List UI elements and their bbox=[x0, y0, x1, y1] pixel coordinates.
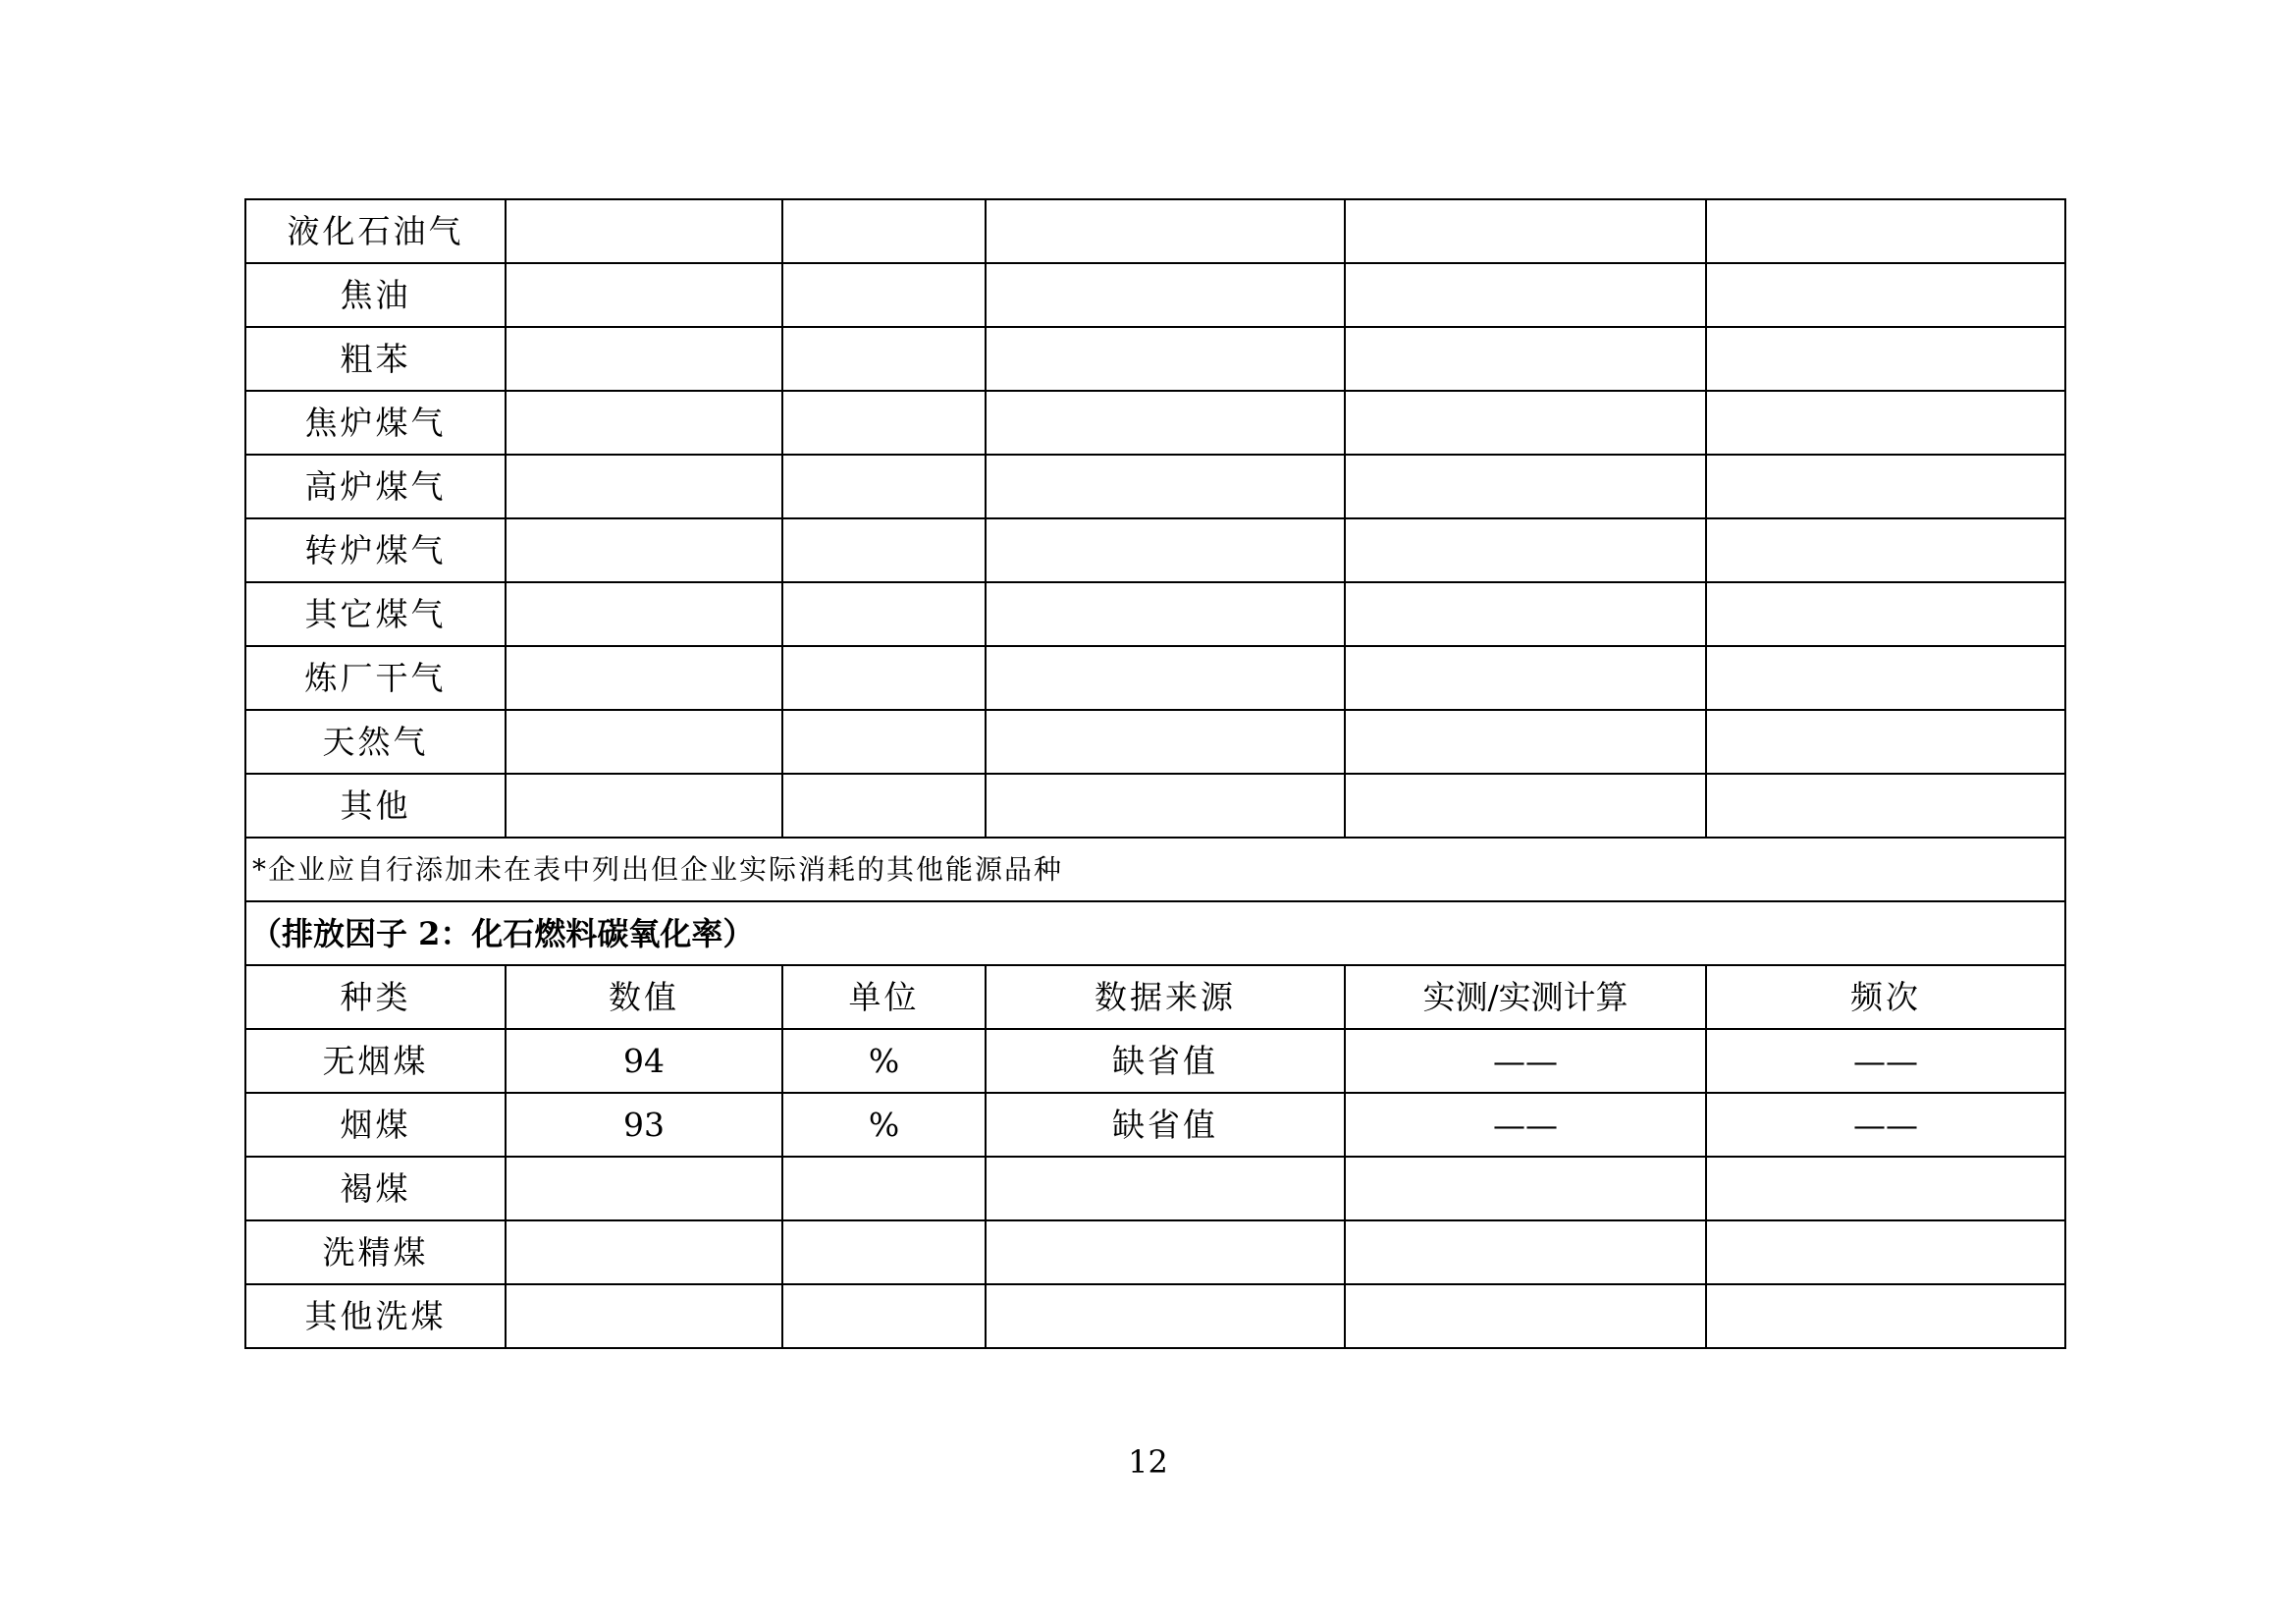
fuel-name-cell: 液化石油气 bbox=[245, 199, 506, 263]
value-cell bbox=[506, 1220, 782, 1284]
column-header-type: 种类 bbox=[245, 965, 506, 1029]
fuel-name-cell: 炼厂干气 bbox=[245, 646, 506, 710]
unit-cell bbox=[782, 455, 986, 518]
table-row bbox=[245, 1093, 2065, 1157]
table-row bbox=[245, 1284, 2065, 1348]
measured-cell bbox=[1345, 1157, 1706, 1220]
frequency-cell bbox=[1706, 327, 2065, 391]
source-cell: 缺省值 bbox=[986, 1093, 1345, 1157]
table-row bbox=[245, 327, 2065, 391]
value-cell bbox=[506, 710, 782, 774]
column-header-value: 数值 bbox=[506, 965, 782, 1029]
frequency-cell bbox=[1706, 774, 2065, 838]
measured-cell bbox=[1345, 327, 1706, 391]
measured-cell bbox=[1345, 263, 1706, 327]
frequency-cell bbox=[1706, 710, 2065, 774]
fuel-name-cell: 无烟煤 bbox=[245, 1029, 506, 1093]
source-cell bbox=[986, 1220, 1345, 1284]
table-row bbox=[245, 1220, 2065, 1284]
table-row bbox=[245, 518, 2065, 582]
source-cell bbox=[986, 774, 1345, 838]
column-header-source: 数据来源 bbox=[986, 965, 1345, 1029]
unit-cell: % bbox=[782, 1093, 986, 1157]
section-title: （排放因子 2：化石燃料碳氧化率） bbox=[245, 901, 2065, 965]
unit-cell bbox=[782, 1157, 986, 1220]
frequency-cell bbox=[1706, 1220, 2065, 1284]
table-row bbox=[245, 391, 2065, 455]
section-title-row bbox=[245, 901, 2065, 965]
measured-cell: —— bbox=[1345, 1029, 1706, 1093]
frequency-cell: —— bbox=[1706, 1093, 2065, 1157]
fuel-name-cell: 高炉煤气 bbox=[245, 455, 506, 518]
measured-cell bbox=[1345, 391, 1706, 455]
frequency-cell: —— bbox=[1706, 1029, 2065, 1093]
source-cell bbox=[986, 455, 1345, 518]
source-cell bbox=[986, 518, 1345, 582]
value-cell: 94 bbox=[506, 1029, 782, 1093]
table-row bbox=[245, 646, 2065, 710]
emission-factor-table bbox=[244, 198, 2066, 1349]
value-cell: 93 bbox=[506, 1093, 782, 1157]
measured-cell bbox=[1345, 710, 1706, 774]
measured-cell bbox=[1345, 199, 1706, 263]
measured-cell bbox=[1345, 1284, 1706, 1348]
value-cell bbox=[506, 263, 782, 327]
measured-cell: —— bbox=[1345, 1093, 1706, 1157]
source-cell bbox=[986, 1157, 1345, 1220]
frequency-cell bbox=[1706, 1157, 2065, 1220]
unit-cell bbox=[782, 263, 986, 327]
unit-cell bbox=[782, 582, 986, 646]
fuel-name-cell: 其他洗煤 bbox=[245, 1284, 506, 1348]
column-header-unit: 单位 bbox=[782, 965, 986, 1029]
fuel-name-cell: 转炉煤气 bbox=[245, 518, 506, 582]
unit-cell bbox=[782, 199, 986, 263]
fuel-name-cell: 其它煤气 bbox=[245, 582, 506, 646]
unit-cell bbox=[782, 1220, 986, 1284]
table-body bbox=[245, 199, 2065, 1348]
table-row bbox=[245, 582, 2065, 646]
fuel-name-cell: 粗苯 bbox=[245, 327, 506, 391]
fuel-name-cell: 焦油 bbox=[245, 263, 506, 327]
source-cell bbox=[986, 199, 1345, 263]
footnote-text: *企业应自行添加未在表中列出但企业实际消耗的其他能源品种 bbox=[245, 838, 2065, 901]
value-cell bbox=[506, 1157, 782, 1220]
source-cell bbox=[986, 582, 1345, 646]
page-number: 12 bbox=[1128, 1443, 1168, 1481]
unit-cell bbox=[782, 710, 986, 774]
unit-cell bbox=[782, 391, 986, 455]
frequency-cell bbox=[1706, 646, 2065, 710]
source-cell bbox=[986, 1284, 1345, 1348]
value-cell bbox=[506, 518, 782, 582]
fuel-name-cell: 洗精煤 bbox=[245, 1220, 506, 1284]
source-cell bbox=[986, 710, 1345, 774]
frequency-cell bbox=[1706, 391, 2065, 455]
measured-cell bbox=[1345, 646, 1706, 710]
value-cell bbox=[506, 391, 782, 455]
fuel-name-cell: 其他 bbox=[245, 774, 506, 838]
note-row bbox=[245, 838, 2065, 901]
table-row bbox=[245, 710, 2065, 774]
source-cell bbox=[986, 327, 1345, 391]
source-cell bbox=[986, 646, 1345, 710]
measured-cell bbox=[1345, 774, 1706, 838]
measured-cell bbox=[1345, 518, 1706, 582]
value-cell bbox=[506, 455, 782, 518]
unit-cell bbox=[782, 1284, 986, 1348]
unit-cell bbox=[782, 774, 986, 838]
table-row bbox=[245, 774, 2065, 838]
fuel-name-cell: 褐煤 bbox=[245, 1157, 506, 1220]
value-cell bbox=[506, 1284, 782, 1348]
table-row bbox=[245, 199, 2065, 263]
unit-cell bbox=[782, 646, 986, 710]
value-cell bbox=[506, 199, 782, 263]
measured-cell bbox=[1345, 582, 1706, 646]
frequency-cell bbox=[1706, 263, 2065, 327]
value-cell bbox=[506, 582, 782, 646]
frequency-cell bbox=[1706, 455, 2065, 518]
unit-cell bbox=[782, 327, 986, 391]
frequency-cell bbox=[1706, 582, 2065, 646]
table-row bbox=[245, 1157, 2065, 1220]
column-header-measured: 实测/实测计算 bbox=[1345, 965, 1706, 1029]
fuel-name-cell: 烟煤 bbox=[245, 1093, 506, 1157]
fuel-name-cell: 天然气 bbox=[245, 710, 506, 774]
measured-cell bbox=[1345, 1220, 1706, 1284]
measured-cell bbox=[1345, 455, 1706, 518]
unit-cell bbox=[782, 518, 986, 582]
header-row bbox=[245, 965, 2065, 1029]
table-row bbox=[245, 1029, 2065, 1093]
frequency-cell bbox=[1706, 518, 2065, 582]
unit-cell: % bbox=[782, 1029, 986, 1093]
source-cell: 缺省值 bbox=[986, 1029, 1345, 1093]
value-cell bbox=[506, 327, 782, 391]
fuel-name-cell: 焦炉煤气 bbox=[245, 391, 506, 455]
source-cell bbox=[986, 391, 1345, 455]
value-cell bbox=[506, 774, 782, 838]
frequency-cell bbox=[1706, 199, 2065, 263]
value-cell bbox=[506, 646, 782, 710]
table-row bbox=[245, 263, 2065, 327]
frequency-cell bbox=[1706, 1284, 2065, 1348]
column-header-frequency: 频次 bbox=[1706, 965, 2065, 1029]
table-row bbox=[245, 455, 2065, 518]
source-cell bbox=[986, 263, 1345, 327]
